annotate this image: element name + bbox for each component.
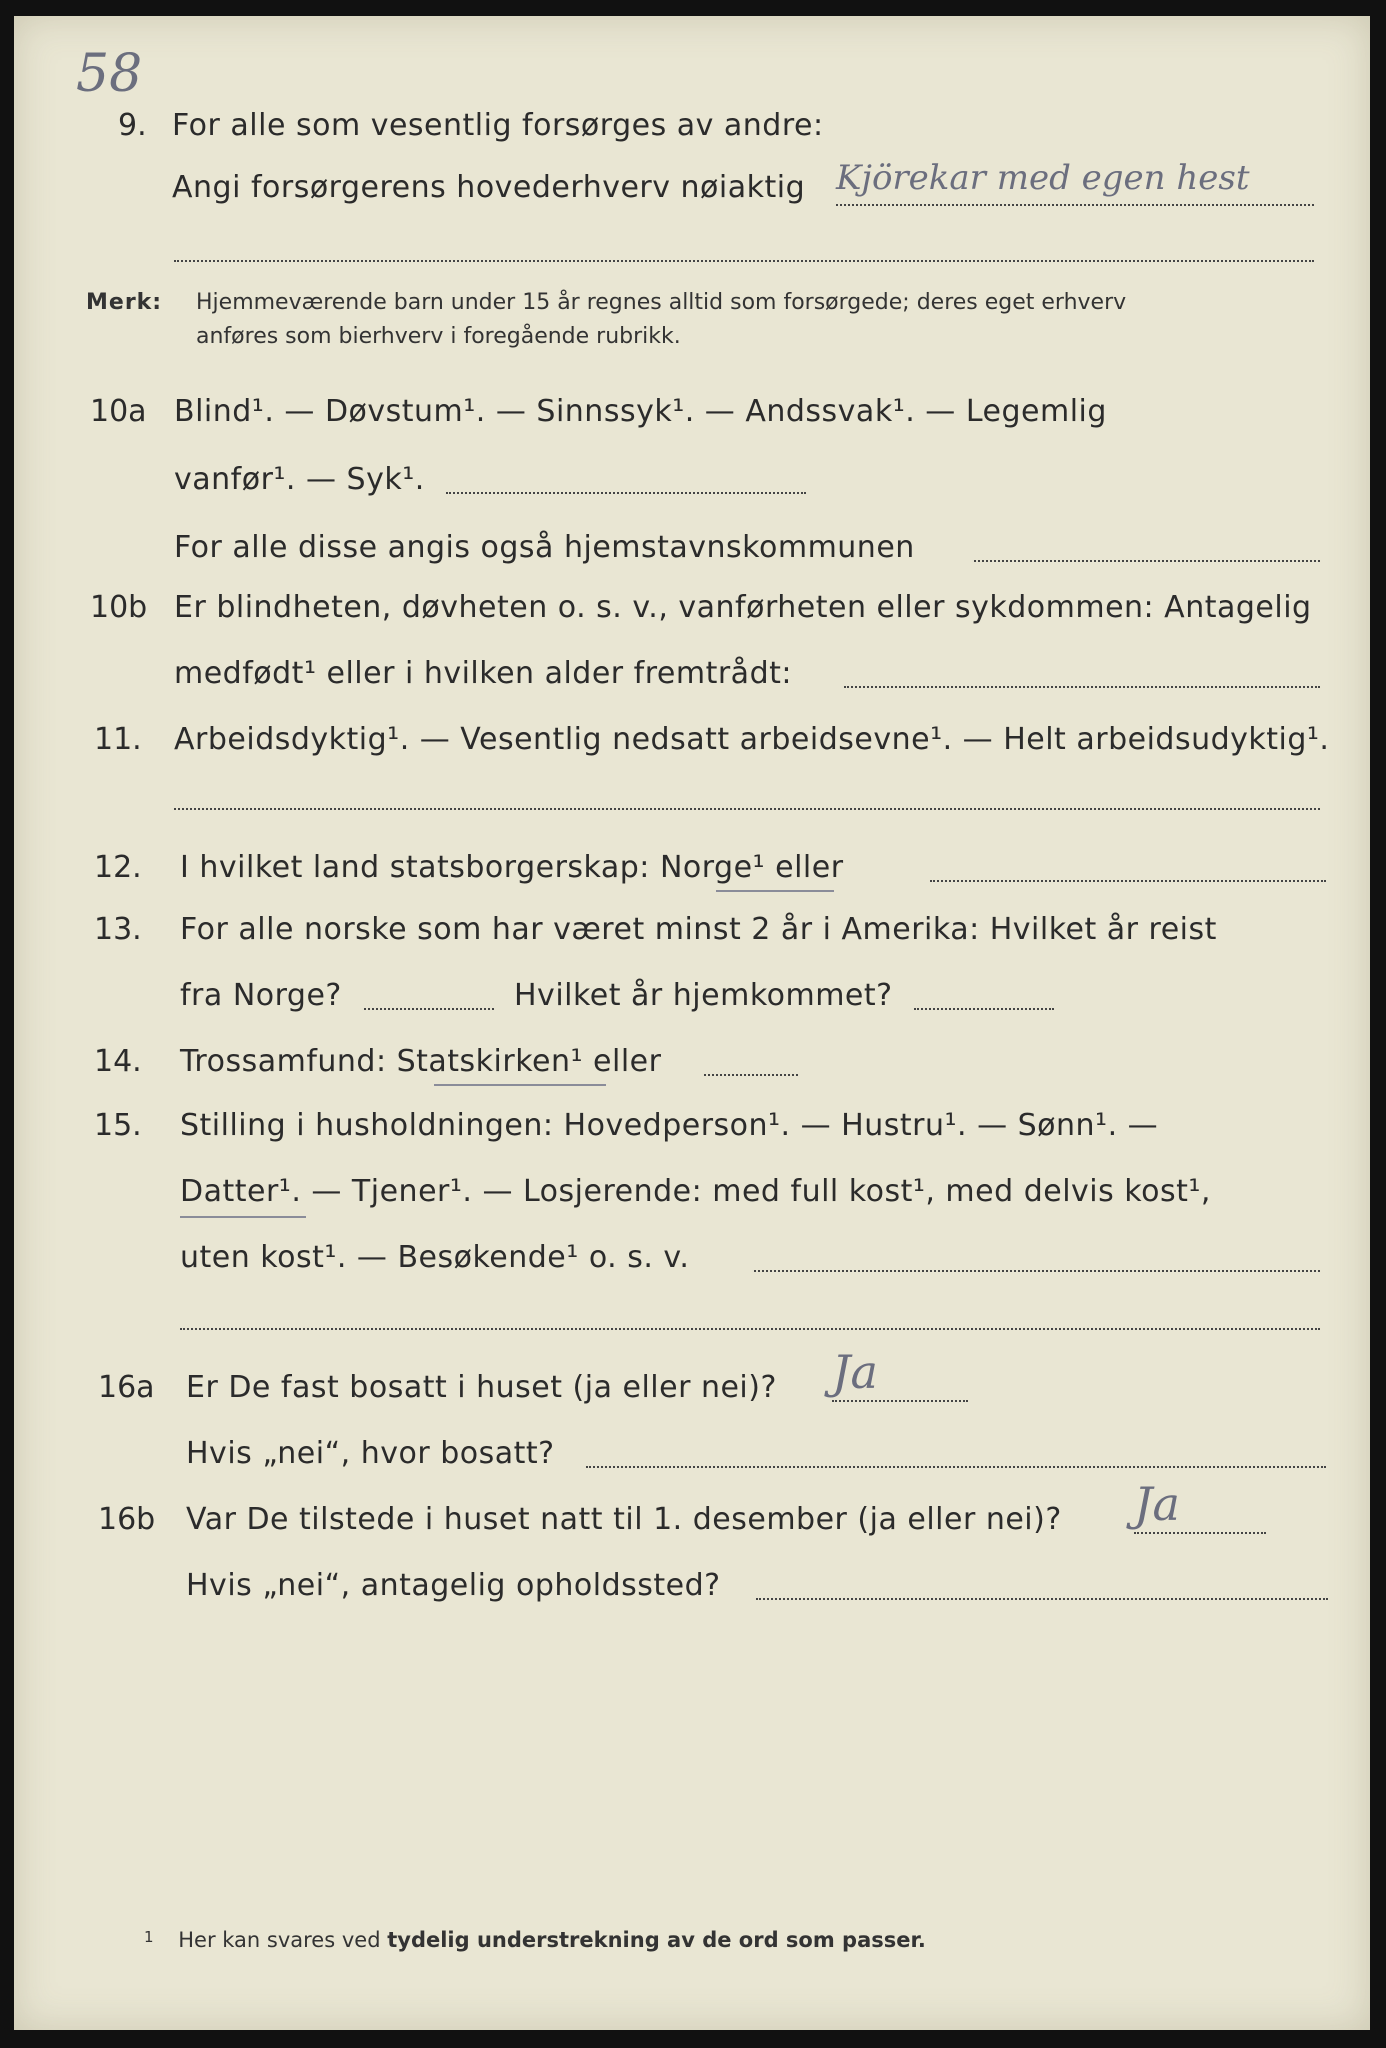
answer-line bbox=[836, 204, 1314, 206]
footnote bbox=[144, 1928, 926, 1952]
question-number: 13. bbox=[94, 912, 142, 947]
question-number: 16b bbox=[98, 1502, 156, 1537]
question-number: 15. bbox=[94, 1108, 142, 1143]
question-text: Datter¹. — Tjener¹. — Losjerende: med full kost¹, med delvis kost¹, bbox=[180, 1174, 1211, 1209]
question-number: 11. bbox=[94, 722, 142, 757]
note-label: Merk: bbox=[86, 290, 163, 315]
answer-line bbox=[1134, 1532, 1266, 1534]
answer-line bbox=[930, 880, 1326, 882]
answer-line bbox=[844, 686, 1320, 688]
underline-norge bbox=[716, 890, 834, 892]
question-text: Angi forsørgerens hovederhverv nøiaktig bbox=[172, 170, 806, 205]
question-number: 14. bbox=[94, 1044, 142, 1079]
note-merk bbox=[86, 286, 162, 320]
question-text: Er De fast bosatt i huset (ja eller nei)? bbox=[186, 1370, 777, 1405]
question-number: 10b bbox=[90, 590, 148, 625]
question-number: 12. bbox=[94, 850, 142, 885]
census-form-page bbox=[14, 16, 1370, 2030]
blank-line bbox=[174, 260, 1314, 262]
question-text: Hvis „nei“, antagelig opholdssted? bbox=[186, 1568, 721, 1603]
question-text: Er blindheten, døvheten o. s. v., vanførheten eller sykdommen: Antagelig bbox=[174, 590, 1312, 625]
question-text: vanfør¹. — Syk¹. bbox=[174, 462, 425, 497]
answer-line bbox=[914, 1008, 1054, 1010]
question-text: I hvilket land statsborgerskap: Norge¹ eller bbox=[180, 850, 844, 885]
underline-statskirken bbox=[434, 1084, 606, 1086]
answer-line bbox=[832, 1400, 968, 1402]
question-text: For alle disse angis også hjemstavnskommunen bbox=[174, 530, 915, 565]
answer-line bbox=[704, 1074, 798, 1076]
answer-line bbox=[364, 1008, 494, 1010]
blank-line bbox=[180, 1328, 1320, 1330]
question-text: Hvilket år hjemkommet? bbox=[514, 978, 893, 1013]
footnote-text-bold: tydelig understrekning av de ord som passer. bbox=[387, 1928, 926, 1952]
answer-line bbox=[586, 1466, 1326, 1468]
question-text: Var De tilstede i huset natt til 1. desember (ja eller nei)? bbox=[186, 1502, 1062, 1537]
blank-line bbox=[174, 808, 1320, 810]
answer-line bbox=[754, 1270, 1320, 1272]
question-number: 10a bbox=[90, 394, 147, 429]
answer-line bbox=[756, 1598, 1328, 1600]
question-number: 9. bbox=[118, 108, 147, 143]
question-text: Hvis „nei“, hvor bosatt? bbox=[186, 1436, 555, 1471]
handwritten-answer: Kjörekar med egen hest bbox=[836, 158, 1250, 198]
underline-datter bbox=[180, 1216, 306, 1218]
handwritten-answer: Ja bbox=[832, 1345, 878, 1399]
question-text: Stilling i husholdningen: Hovedperson¹. — Hustru¹. — Sønn¹. — bbox=[180, 1108, 1159, 1143]
question-text: For alle som vesentlig forsørges av andre: bbox=[172, 108, 824, 143]
handwritten-page-number: 58 bbox=[76, 44, 143, 104]
question-text: Trossamfund: Statskirken¹ eller bbox=[180, 1044, 662, 1079]
question-text: medfødt¹ eller i hvilken alder fremtrådt: bbox=[174, 656, 792, 691]
question-text: uten kost¹. — Besøkende¹ o. s. v. bbox=[180, 1240, 690, 1275]
question-text: fra Norge? bbox=[180, 978, 342, 1013]
answer-line bbox=[974, 560, 1320, 562]
question-text: For alle norske som har været minst 2 år i Amerika: Hvilket år reist bbox=[180, 912, 1217, 947]
note-text-1: Hjemmeværende barn under 15 år regnes alltid som forsørgede; deres eget erhverv bbox=[196, 290, 1127, 315]
handwritten-answer: Ja bbox=[1134, 1477, 1180, 1531]
note-text-2: anføres som bierhverv i foregående rubrikk. bbox=[196, 324, 681, 349]
answer-line bbox=[446, 492, 806, 494]
footnote-mark: 1 bbox=[144, 1928, 154, 1946]
question-text: Arbeidsdyktig¹. — Vesentlig nedsatt arbeidsevne¹. — Helt arbeidsudyktig¹. bbox=[174, 722, 1330, 757]
footnote-text: Her kan svares ved bbox=[178, 1928, 381, 1952]
question-text: Blind¹. — Døvstum¹. — Sinnssyk¹. — Andssvak¹. — Legemlig bbox=[174, 394, 1107, 429]
question-number: 16a bbox=[98, 1370, 155, 1405]
